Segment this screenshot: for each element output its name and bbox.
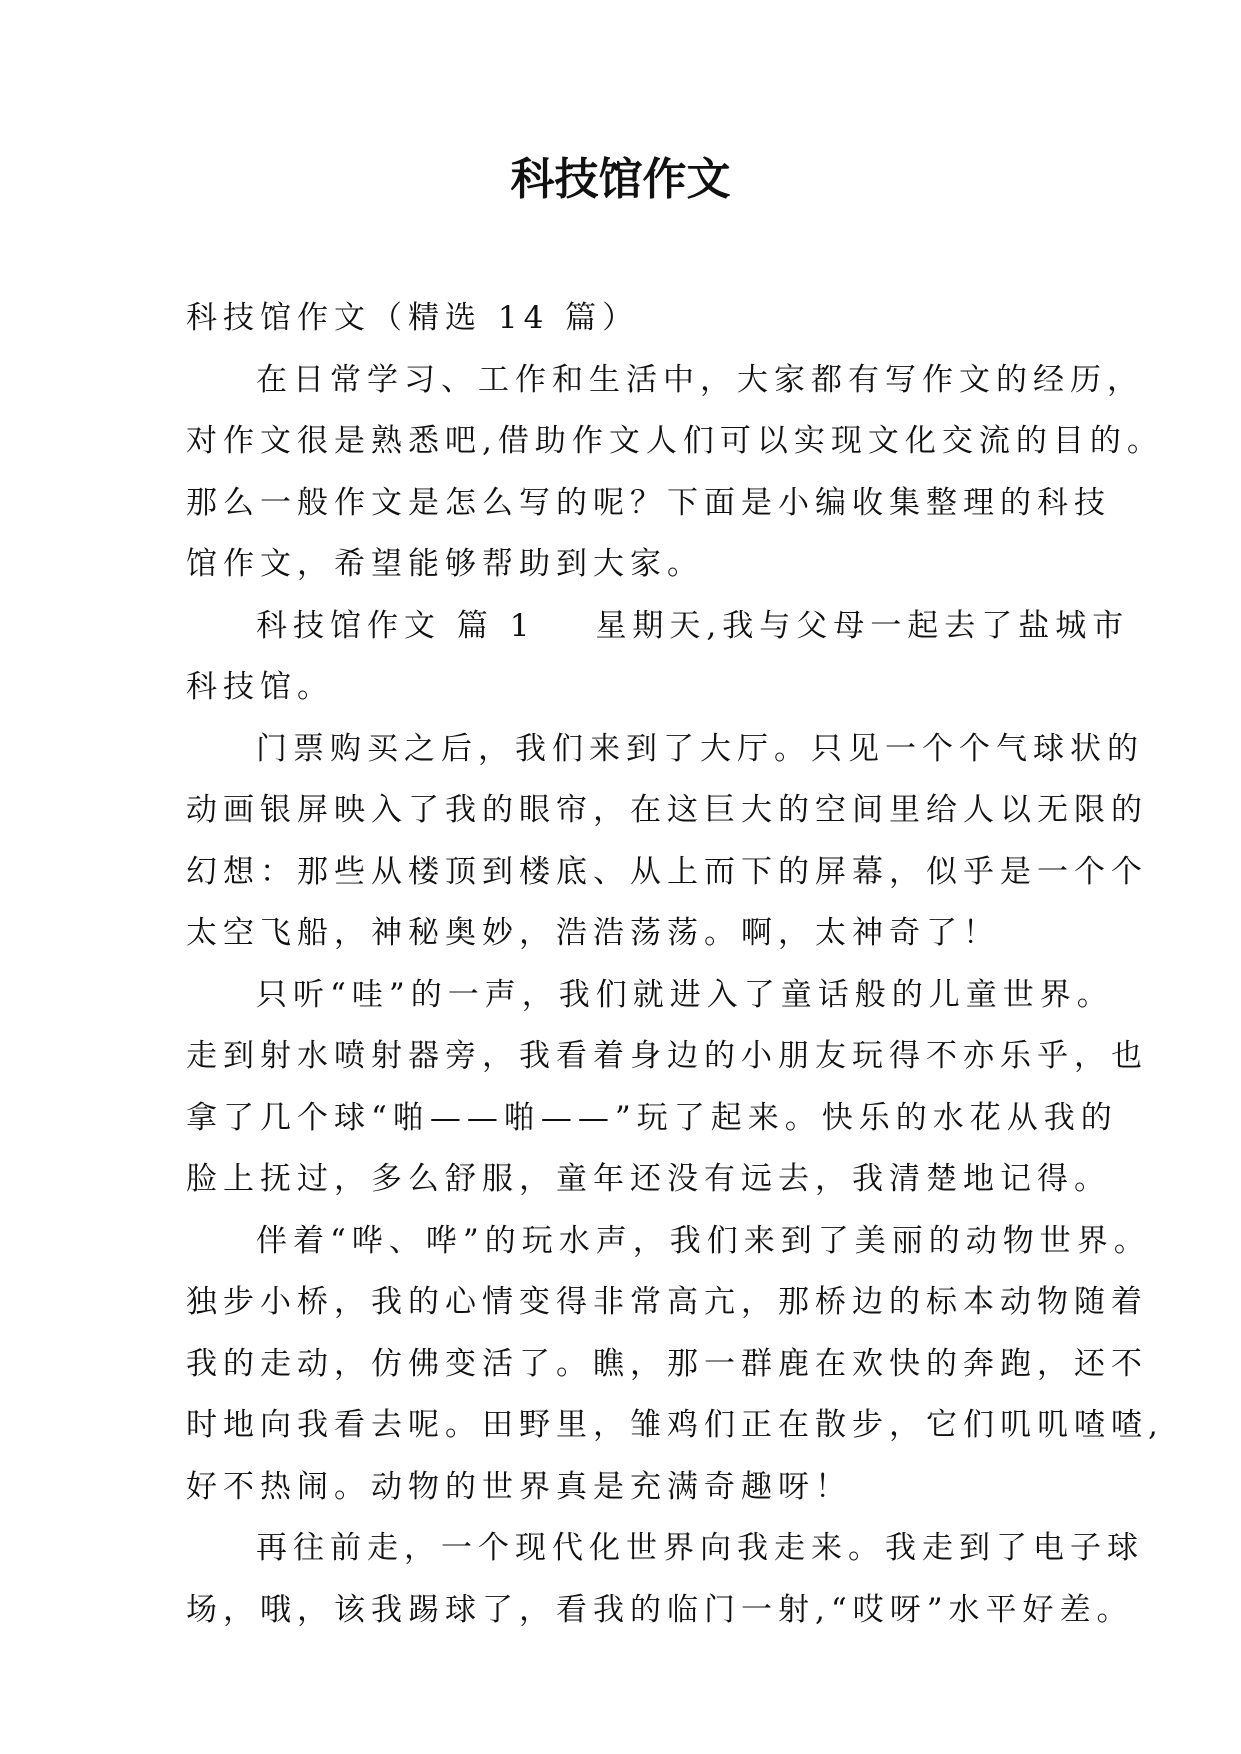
intro-line-4: 馆作文，希望能够帮助到大家。 [186, 546, 704, 582]
intro-line-2: 对作文很是熟悉吧,借助作文人们可以实现文化交流的目的。 [186, 423, 1164, 459]
paragraph-2-line-1: 门票购买之后，我们来到了大厅。只见一个个气球状的 [256, 730, 1144, 767]
section-1-heading-line [186, 596, 1130, 658]
paragraph-4-line-4: 时地向我看去呢。田野里，雏鸡们正在散步，它们叽叽喳喳, [186, 1407, 1164, 1443]
paragraph-2-line-3: 幻想：那些从楼顶到楼底、从上而下的屏幕，似乎是一个个 [186, 853, 1148, 890]
paragraph-3-line-3: 拿了几个球“啪——啪——”玩了起来。快乐的水花从我的 [186, 1099, 1118, 1136]
subtitle-line: 科技馆作文（精选 14 篇） [186, 300, 640, 336]
section-1-first-text: 星期天,我与父母一起去了盐城市 [595, 607, 1130, 644]
paragraph-3-line-2: 走到射水喷射器旁，我看着身边的小朋友玩得不亦乐乎，也 [186, 1038, 1148, 1074]
paragraph-5-line-2: 场，哦，该我踢球了，看我的临门一射,“哎呀”水平好差。 [186, 1591, 1134, 1628]
paragraph-3-line-1: 只听“哇”的一声，我们就进入了童话般的儿童世界。 [256, 976, 1114, 1013]
paragraph-4-line-1: 伴着“哗、哗”的玩水声，我们来到了美丽的动物世界。 [256, 1222, 1151, 1259]
section-1-continuation: 科技馆。 [186, 669, 334, 705]
section-1-heading: 科技馆作文 篇 1 [256, 607, 536, 644]
paragraph-2-line-2: 动画银屏映入了我的眼帘，在这巨大的空间里给人以无限的 [186, 792, 1148, 828]
paragraph-3-line-4: 脸上抚过，多么舒服，童年还没有远去，我清楚地记得。 [186, 1161, 1111, 1197]
paragraph-4-line-2: 独步小桥，我的心情变得非常高亢，那桥边的标本动物随着 [186, 1284, 1148, 1320]
document-body [186, 288, 1164, 1641]
paragraph-4-line-5: 好不热闹。动物的世界真是充满奇趣呀！ [186, 1468, 852, 1505]
paragraph-2-line-4: 太空飞船，神秘奥妙，浩浩荡荡。啊，太神奇了！ [186, 915, 1000, 951]
intro-line-3: 那么一般作文是怎么写的呢？下面是小编收集整理的科技 [186, 484, 1111, 521]
document-title: 科技馆作文 [510, 154, 731, 205]
paragraph-4-line-3: 我的走动，仿佛变活了。瞧，那一群鹿在欢快的奔跑，还不 [186, 1345, 1148, 1382]
paragraph-5-line-1: 再往前走，一个现代化世界向我走来。我走到了电子球 [256, 1530, 1144, 1566]
intro-line-1: 在日常学习、工作和生活中，大家都有写作文的经历， [256, 361, 1144, 398]
